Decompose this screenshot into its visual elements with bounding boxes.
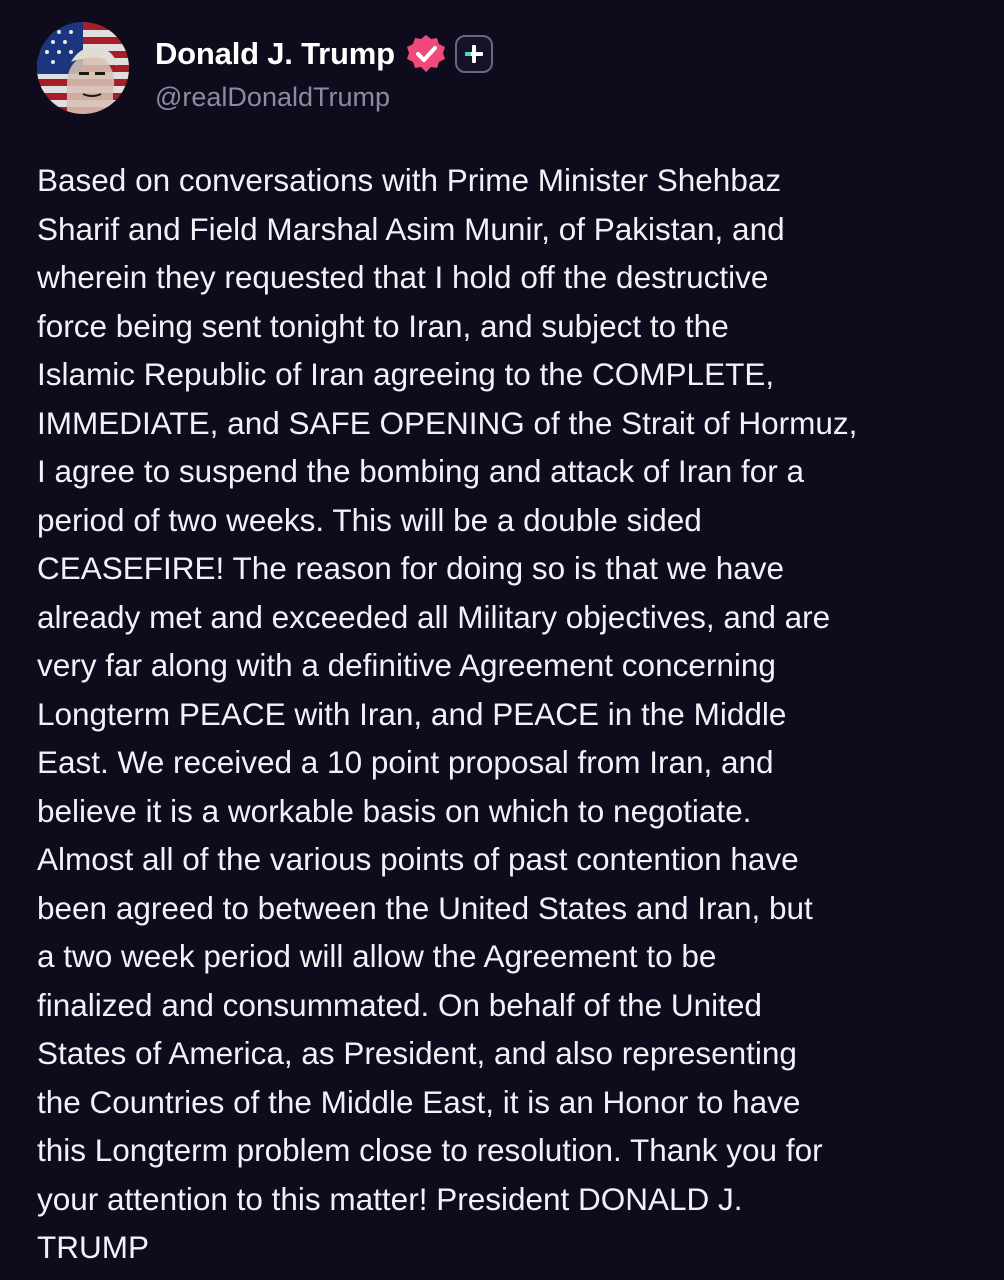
post-body-text: Based on conversations with Prime Minister Shehbaz Sharif and Field Marshal Asim Munir, of Pakistan, and wherein they requested that I hold off the destructive force being sent tonight to Iran, and subject to the Islamic Republic of Iran agreeing to the COMPLETE, IMMEDIATE, and SAFE OPENING of the Strait of Hormuz, I agree to suspend the bombing and attack of Iran for a period of two weeks. This will be a double sided CEASEFIRE! The reason for doing so is that we have already met and exceeded all Military objectives, and are very far along with a definitive Agreement concerning Longterm PEACE with Iran, and PEACE in the Middle East. We received a 10 point proposal from Iran, and believe it is a workable basis on which to negotiate. Almost all of the various points of past contention have been agreed to between the United States and Iran, but a two week period will allow the Agreement to be finalized and consummated. On behalf of the United States of America, as President, and also representing the Countries of the Middle East, it is an Honor to have this Longterm problem close to resolution. Thank you for your attention to this matter! President DONALD J. TRUMP bbox=[37, 162, 858, 1265]
name-row bbox=[155, 30, 493, 78]
flag-portrait-avatar-icon bbox=[37, 22, 129, 114]
post-header bbox=[37, 22, 967, 118]
display-name[interactable]: Donald J. Trump bbox=[155, 36, 395, 71]
verified-badge-icon bbox=[405, 33, 447, 75]
user-handle[interactable]: @realDonaldTrump bbox=[155, 82, 390, 112]
avatar[interactable] bbox=[37, 22, 129, 114]
plus-icon bbox=[463, 43, 485, 65]
plus-badge[interactable] bbox=[455, 35, 493, 73]
